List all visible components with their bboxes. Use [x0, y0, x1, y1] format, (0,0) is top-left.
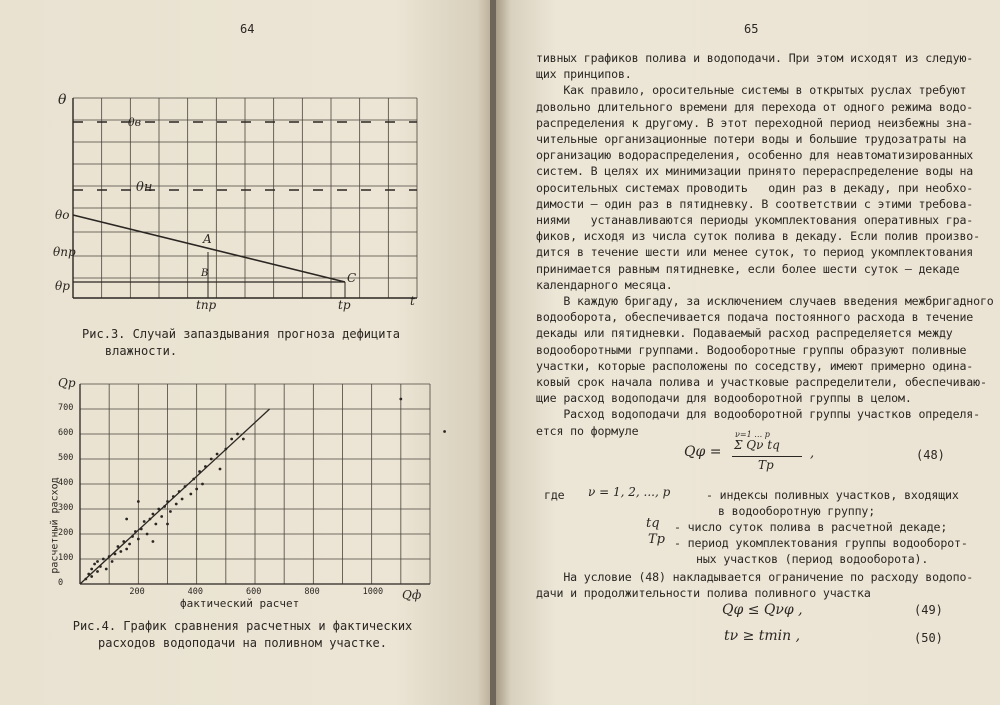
fig4-data-point — [204, 465, 207, 468]
fig4-data-point — [125, 518, 128, 521]
body-line: систем. В целях их минимизации принято перераспределение воды на — [536, 164, 974, 179]
fig4-data-point — [169, 510, 172, 513]
body-line: Расход водоподачи для водооборотной группы участков определя- — [536, 407, 980, 422]
fig4-data-point — [163, 505, 166, 508]
fig4-data-point — [178, 490, 181, 493]
fig3-t-p-label: tр — [338, 298, 351, 312]
fig4-data-point — [105, 568, 108, 571]
fig4-data-point — [166, 500, 169, 503]
fig4-data-point — [149, 518, 152, 521]
formula48-fraction-bar — [732, 456, 802, 457]
formula50-number: (50) — [914, 631, 943, 645]
fig3-t-pr-label: tпр — [196, 298, 217, 312]
fig4-data-point — [198, 470, 201, 473]
formula49-number: (49) — [914, 603, 943, 617]
fig3-point-b: B — [201, 268, 209, 279]
fig4-data-point — [125, 548, 128, 551]
where-tq-symbol: tq — [646, 516, 660, 531]
where-line5: ных участков (период водооборота). — [696, 552, 929, 566]
fig4-data-point — [114, 553, 117, 556]
page-number-left: 64 — [240, 22, 255, 36]
fig4-data-point — [172, 495, 175, 498]
fig4-data-point — [137, 538, 140, 541]
body-line: Как правило, оросительные системы в открытых руслах требуют — [536, 83, 967, 98]
fig4-data-point — [122, 540, 125, 543]
fig4-data-point — [201, 483, 204, 486]
fig4-data-point — [181, 498, 184, 501]
fig4-data-point — [117, 545, 120, 548]
fig3-caption-line1: Рис.3. Случай запаздывания прогноза дефицита — [82, 327, 400, 341]
fig4-data-point — [87, 573, 90, 576]
fig4-data-point — [152, 513, 155, 516]
body-line: водооборота, обеспечивается подача постоянного расхода в течение — [536, 310, 974, 325]
fig4-data-point — [152, 540, 155, 543]
fig4-y-tick-label: 0 — [58, 578, 64, 588]
fig4-data-point — [111, 560, 114, 563]
fig4-data-point — [108, 555, 111, 558]
fig4-x-axis-symbol: Qф — [402, 588, 422, 602]
page-number-right: 65 — [744, 22, 759, 36]
left-page — [0, 0, 492, 705]
fig4-data-point — [242, 438, 245, 441]
body-line: календарного месяца. — [536, 277, 673, 292]
formula48-lhs: Qφ = — [684, 444, 722, 460]
where-nu-range: ν = 1, 2, ..., p — [588, 485, 671, 499]
fig4-data-point — [143, 520, 146, 523]
body-line: В каждую бригаду, за исключением случаев введения межбригадного — [536, 294, 994, 308]
body-line: щие расход водоподачи для водооборотной группы в целом. — [536, 391, 912, 406]
fig4-data-point — [137, 500, 140, 503]
fig4-data-point — [399, 398, 402, 401]
fig4-data-point — [219, 468, 222, 471]
body-line: организацию водораспределения, особенно для неавтоматизированных — [536, 148, 974, 163]
fig3-caption-line2: влажности. — [104, 344, 178, 358]
fig4-data-point — [119, 550, 122, 553]
where-line2: в водооборотную группу; — [718, 504, 876, 518]
fig4-x-tick-label: 1000 — [362, 587, 384, 597]
fig4-data-point — [230, 438, 233, 441]
formula48-numerator: Σ Qν tq — [734, 438, 780, 452]
body-line: дится в течение шести или менее суток, то период укомплектования — [536, 245, 974, 260]
fig4-trend-line — [80, 409, 270, 584]
where-word: где — [544, 488, 565, 502]
fig4-data-point — [236, 433, 239, 436]
fig4-data-point — [195, 488, 198, 491]
fig4-data-point — [146, 533, 149, 536]
body-line: участки, которые расположены по соседству, имеют примерно одина- — [536, 358, 974, 373]
formula49-expr: Qφ ≤ Qνφ , — [722, 602, 803, 618]
fig4-data-point — [175, 503, 178, 506]
formula48-tail: , — [810, 446, 815, 461]
fig3-y-axis-label: θ — [58, 92, 67, 108]
body-line: ется по формуле — [536, 423, 639, 438]
fig4-y-tick-label: 500 — [58, 453, 74, 463]
fig4-data-point — [157, 508, 160, 511]
fig4-data-point — [84, 578, 87, 581]
fig4-data-point — [128, 543, 131, 546]
formula48-sum-limits: ν=1 … p — [735, 430, 770, 439]
where-line1: - индексы поливных участков, входящих — [706, 488, 959, 502]
fig4-data-point — [140, 528, 143, 531]
formula50-expr: tν ≥ tmin , — [724, 628, 801, 644]
fig4-x-axis-title: фактический расчет — [180, 597, 300, 610]
body-line: фиков, исходя из числа суток полива в декаду. Если полив произво- — [536, 229, 980, 244]
formula48-number: (48) — [916, 448, 945, 462]
body-line: тивных графиков полива и водоподачи. При этом исходят из следую- — [536, 51, 974, 65]
body-line: щих принципов. — [536, 67, 632, 82]
fig3-theta-pr-label: θпр — [53, 245, 76, 259]
fig4-data-point — [210, 458, 213, 461]
body-line: водооборотными группами. Водооборотные группы образуют поливные — [536, 342, 967, 357]
fig4-data-point — [93, 563, 96, 566]
body-line: довольно длительного времени для перехода от одного режима водо- — [536, 99, 974, 114]
fig3-point-a: A — [203, 232, 212, 246]
body-line: принимается равным пятидневке, если более шести суток – декаде — [536, 261, 960, 276]
formula48-denominator: Tр — [758, 458, 774, 472]
body-line: чительные организационные потери воды и большие трудозатраты на — [536, 132, 967, 146]
fig3-theta-p-label: θр — [55, 279, 70, 293]
fig4-data-point — [90, 568, 93, 571]
after-line-2: дачи и продолжительности полива поливного участка — [536, 586, 871, 600]
fig4-data-point — [102, 558, 105, 561]
right-page — [496, 0, 1000, 705]
fig3-theta-n-label: θн — [136, 180, 153, 195]
fig4-y-tick-label: 400 — [58, 478, 74, 488]
fig4-x-tick-label: 800 — [304, 587, 320, 597]
after-line-1: На условие (48) накладывается ограничение по расходу водопо- — [536, 570, 974, 584]
fig3-theta-0-label: θо — [55, 208, 70, 222]
body-line: распределения к другому. В этот переходной период неизбежны зна- — [536, 115, 974, 130]
fig4-data-point — [192, 478, 195, 481]
fig4-data-point — [184, 485, 187, 488]
fig4-data-point — [443, 430, 446, 433]
fig3-theta-v-label: θв — [128, 116, 142, 129]
where-line4: - период укомплектования группы водооборот- — [674, 536, 968, 550]
body-line: оросительных системах проводить один раз в декаду, при необхо- — [536, 180, 974, 195]
fig4-data-point — [166, 523, 169, 526]
fig4-x-tick-label: 600 — [246, 587, 262, 597]
fig4-x-tick-label: 400 — [187, 587, 204, 597]
fig4-data-point — [224, 448, 227, 451]
body-line: декады или пятидневки. Подаваемый расход распределяется между — [536, 326, 953, 341]
fig4-y-tick-label: 200 — [58, 528, 74, 538]
fig4-data-point — [160, 515, 163, 518]
fig4-data-point — [154, 523, 157, 526]
fig4-caption-line2: расходов водоподачи на поливном участке. — [98, 636, 387, 650]
fig4-data-point — [99, 565, 102, 568]
body-line: ковый срок начала полива и участковые распределители, обеспечиваю- — [536, 375, 987, 389]
fig4-caption-line1: Рис.4. График сравнения расчетных и фактических — [72, 619, 413, 633]
fig4-y-tick-label: 100 — [58, 553, 74, 563]
fig3-point-c: C — [347, 271, 357, 285]
fig4-data-point — [216, 453, 219, 456]
fig4-data-point — [90, 575, 93, 578]
body-line: димости – один раз в пятидневку. В соответствии с этими требова- — [536, 196, 974, 211]
where-line3: - число суток полива в расчетной декаде; — [674, 520, 948, 534]
fig4-y-tick-label: 300 — [58, 503, 74, 513]
fig4-y-tick-label: 600 — [58, 428, 74, 438]
where-tp-symbol: Tр — [648, 532, 665, 547]
fig4-data-point — [96, 570, 99, 573]
fig4-data-point — [131, 535, 134, 538]
fig3-x-axis-label: t — [410, 294, 415, 308]
fig4-y-axis-symbol: Qр — [58, 376, 76, 390]
fig4-y-axis-title: расчетный расход — [49, 477, 61, 574]
fig4-x-tick-label: 200 — [129, 587, 145, 597]
fig4-y-tick-label: 700 — [58, 403, 74, 413]
fig4-data-point — [96, 560, 99, 563]
body-line: ниями устанавливаются периоды укомплектования оперативных гра- — [536, 213, 974, 227]
fig4-data-point — [134, 530, 137, 533]
fig4-data-point — [189, 493, 192, 496]
